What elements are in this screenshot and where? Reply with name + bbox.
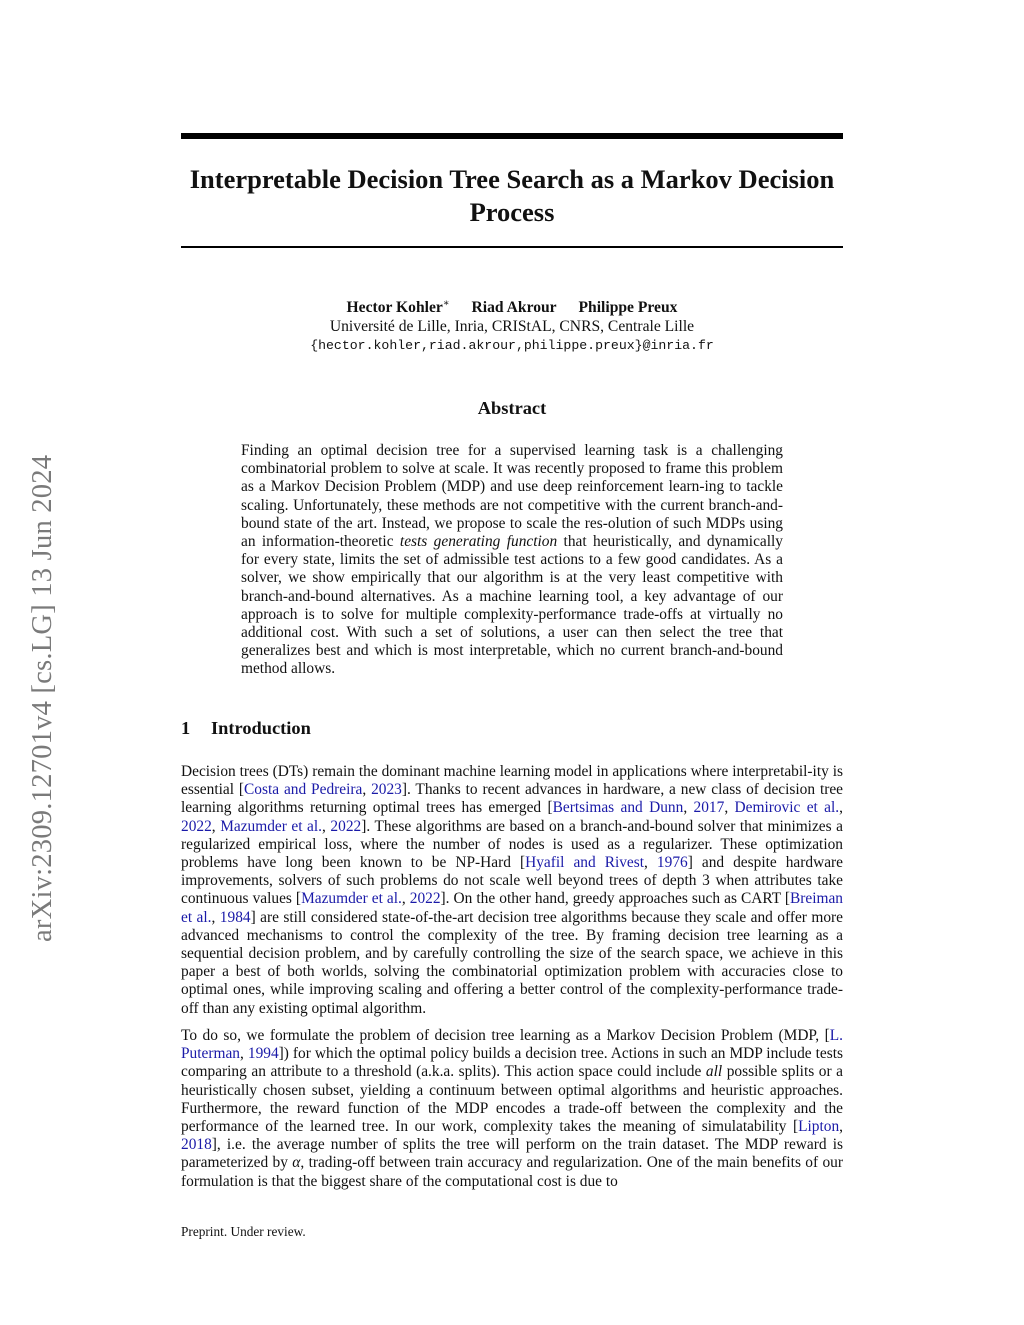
citation-link[interactable]: Lipton	[798, 1118, 840, 1136]
citation-year-link[interactable]: 1984	[219, 908, 251, 926]
arxiv-sidebar	[23, 358, 63, 942]
citation-link[interactable]: Breiman et al.	[181, 890, 843, 926]
citation-year-link[interactable]: 1994	[247, 1045, 279, 1063]
citation-year-link[interactable]: 1976	[656, 854, 688, 872]
citation-link[interactable]: Hyafil and Rivest	[525, 854, 645, 872]
author-name: Riad Akrour	[471, 299, 557, 317]
citation-link[interactable]: L. Puterman	[181, 1027, 843, 1063]
citation-year-link[interactable]: 2022	[409, 890, 441, 908]
section-heading	[181, 718, 311, 739]
alpha-symbol: α	[292, 1154, 301, 1172]
citation-year-link[interactable]: 2022	[181, 817, 212, 835]
abstract-heading: Abstract	[477, 398, 547, 418]
title-rule-top	[181, 133, 843, 139]
citation-year-link[interactable]: 2022	[330, 817, 362, 835]
author-footnote-mark: ∗	[442, 298, 450, 309]
footer-note: Preprint. Under review.	[181, 1224, 306, 1239]
author-name: Hector Kohler∗	[346, 298, 450, 317]
citation-link[interactable]: Mazumder et al.	[301, 890, 402, 908]
title-rule-bottom	[181, 246, 843, 248]
body-paragraph: To do so, we formulate the problem of decision tree learning as a Markov Decision Problem (MDP, [L. Puterman, 1994]) for which the optimal policy builds a decision tree. Actions in such an MDP include tests comparing an attribute to a threshold (a.k.a. splits). This action space could include all possible splits or a heuristically chosen subset, yielding a continuum between optimal algorithms and heuristic approaches. Furthermore, the reward function of the MDP encodes a trade-off between the complexity and the performance of the learned tree. In our work, complexity takes the meaning of simulatability [Lipton, 2018], i.e. the average number of splits the tree will perform on the train dataset. The MDP reward is parameterized by α, trading-off between train accuracy and regularization. One of the main benefits of our formulation is that the biggest share of the computational cost is due to	[181, 1027, 843, 1190]
paper-title: Interpretable Decision Tree Search as a Markov Decision Process	[189, 164, 835, 227]
abstract-text: Finding an optimal decision tree for a supervised learning task is a challenging combinatorial problem to solve at scale. It was recently proposed to frame this problem as a Markov Decision Problem (MDP) and use deep reinforcement learn-ing to tackle scaling. Unfortunately, these methods are not competitive with the current branch-and-bound state of the art. Instead, we propose to scale the res-olution of such MDPs using an information-theoretic tests generating function that heuristically, and dynamically for every state, limits the set of admissible test actions to a few good candidates. As a solver, we show empirically that our algorithm is at the very least competitive with branch-and-bound alternatives. As a machine learning tool, a key advantage of our approach is to solve for multiple complexity-performance trade-offs at virtually no additional cost. With such a set of solutions, a user can then select the tree that generalizes best and which is most interpretable, which no current branch-and-bound method allows.	[241, 442, 783, 678]
citation-link[interactable]: Costa and Pedreira	[244, 781, 363, 799]
citation-year-link[interactable]: 2017	[693, 799, 725, 817]
body-paragraph: Decision trees (DTs) remain the dominant machine learning model in applications where interpretabil-ity is essential [Costa and Pedreira, 2023]. Thanks to recent advances in hardware, a new class of decision tree learning algorithms returning optimal trees has emerged [Bertsimas and Dunn, 2017, Demirovic et al., 2022, Mazumder et al., 2022]. These algorithms are based on a branch-and-bound solver that minimizes a regularized empirical loss, where the number of nodes is used as a regularizer. These optimization problems have long been known to be NP-Hard [Hyafil and Rivest, 1976] and despite hardware improvements, solvers of such problems do not scale well beyond trees of depth 3 when attributes take continuous values [Mazumder et al., 2022]. On the other hand, greedy approaches such as CART [Breiman et al., 1984] are still considered state-of-the-art decision tree algorithms because they scale and offer more advanced mechanisms to control the complexity of the tree. By framing decision tree learning as a sequential decision problem, and by carefully controlling the size of the search space, we achieve in this paper a best of both worlds, solving the combinatorial optimization problem with accuracies close to optimal ones, while improving scaling and offering a better control of the complexity-performance trade-off than any existing optimal algorithm.	[181, 763, 844, 1017]
citation-year-link[interactable]: 2018	[181, 1136, 212, 1154]
arxiv-identifier: arXiv:2309.12701v4 [cs.LG] 13 Jun 2024	[27, 454, 58, 942]
author-email: {hector.kohler,riad.akrour,philippe.preux}@inria.fr	[310, 338, 714, 354]
section-number: 1	[181, 718, 191, 738]
citation-link[interactable]: Mazumder et al.	[220, 817, 323, 835]
author-list	[181, 294, 843, 317]
citation-year-link[interactable]: 2023	[371, 781, 402, 799]
citation-link[interactable]: Bertsimas and Dunn	[552, 799, 684, 817]
section-title: Introduction	[211, 718, 311, 738]
citation-link[interactable]: Demirovic et al.	[734, 799, 840, 817]
author-block	[181, 294, 843, 355]
author-name: Philippe Preux	[578, 299, 678, 317]
affiliation: Université de Lille, Inria, CRIStAL, CNRS, Centrale Lille	[329, 318, 695, 336]
